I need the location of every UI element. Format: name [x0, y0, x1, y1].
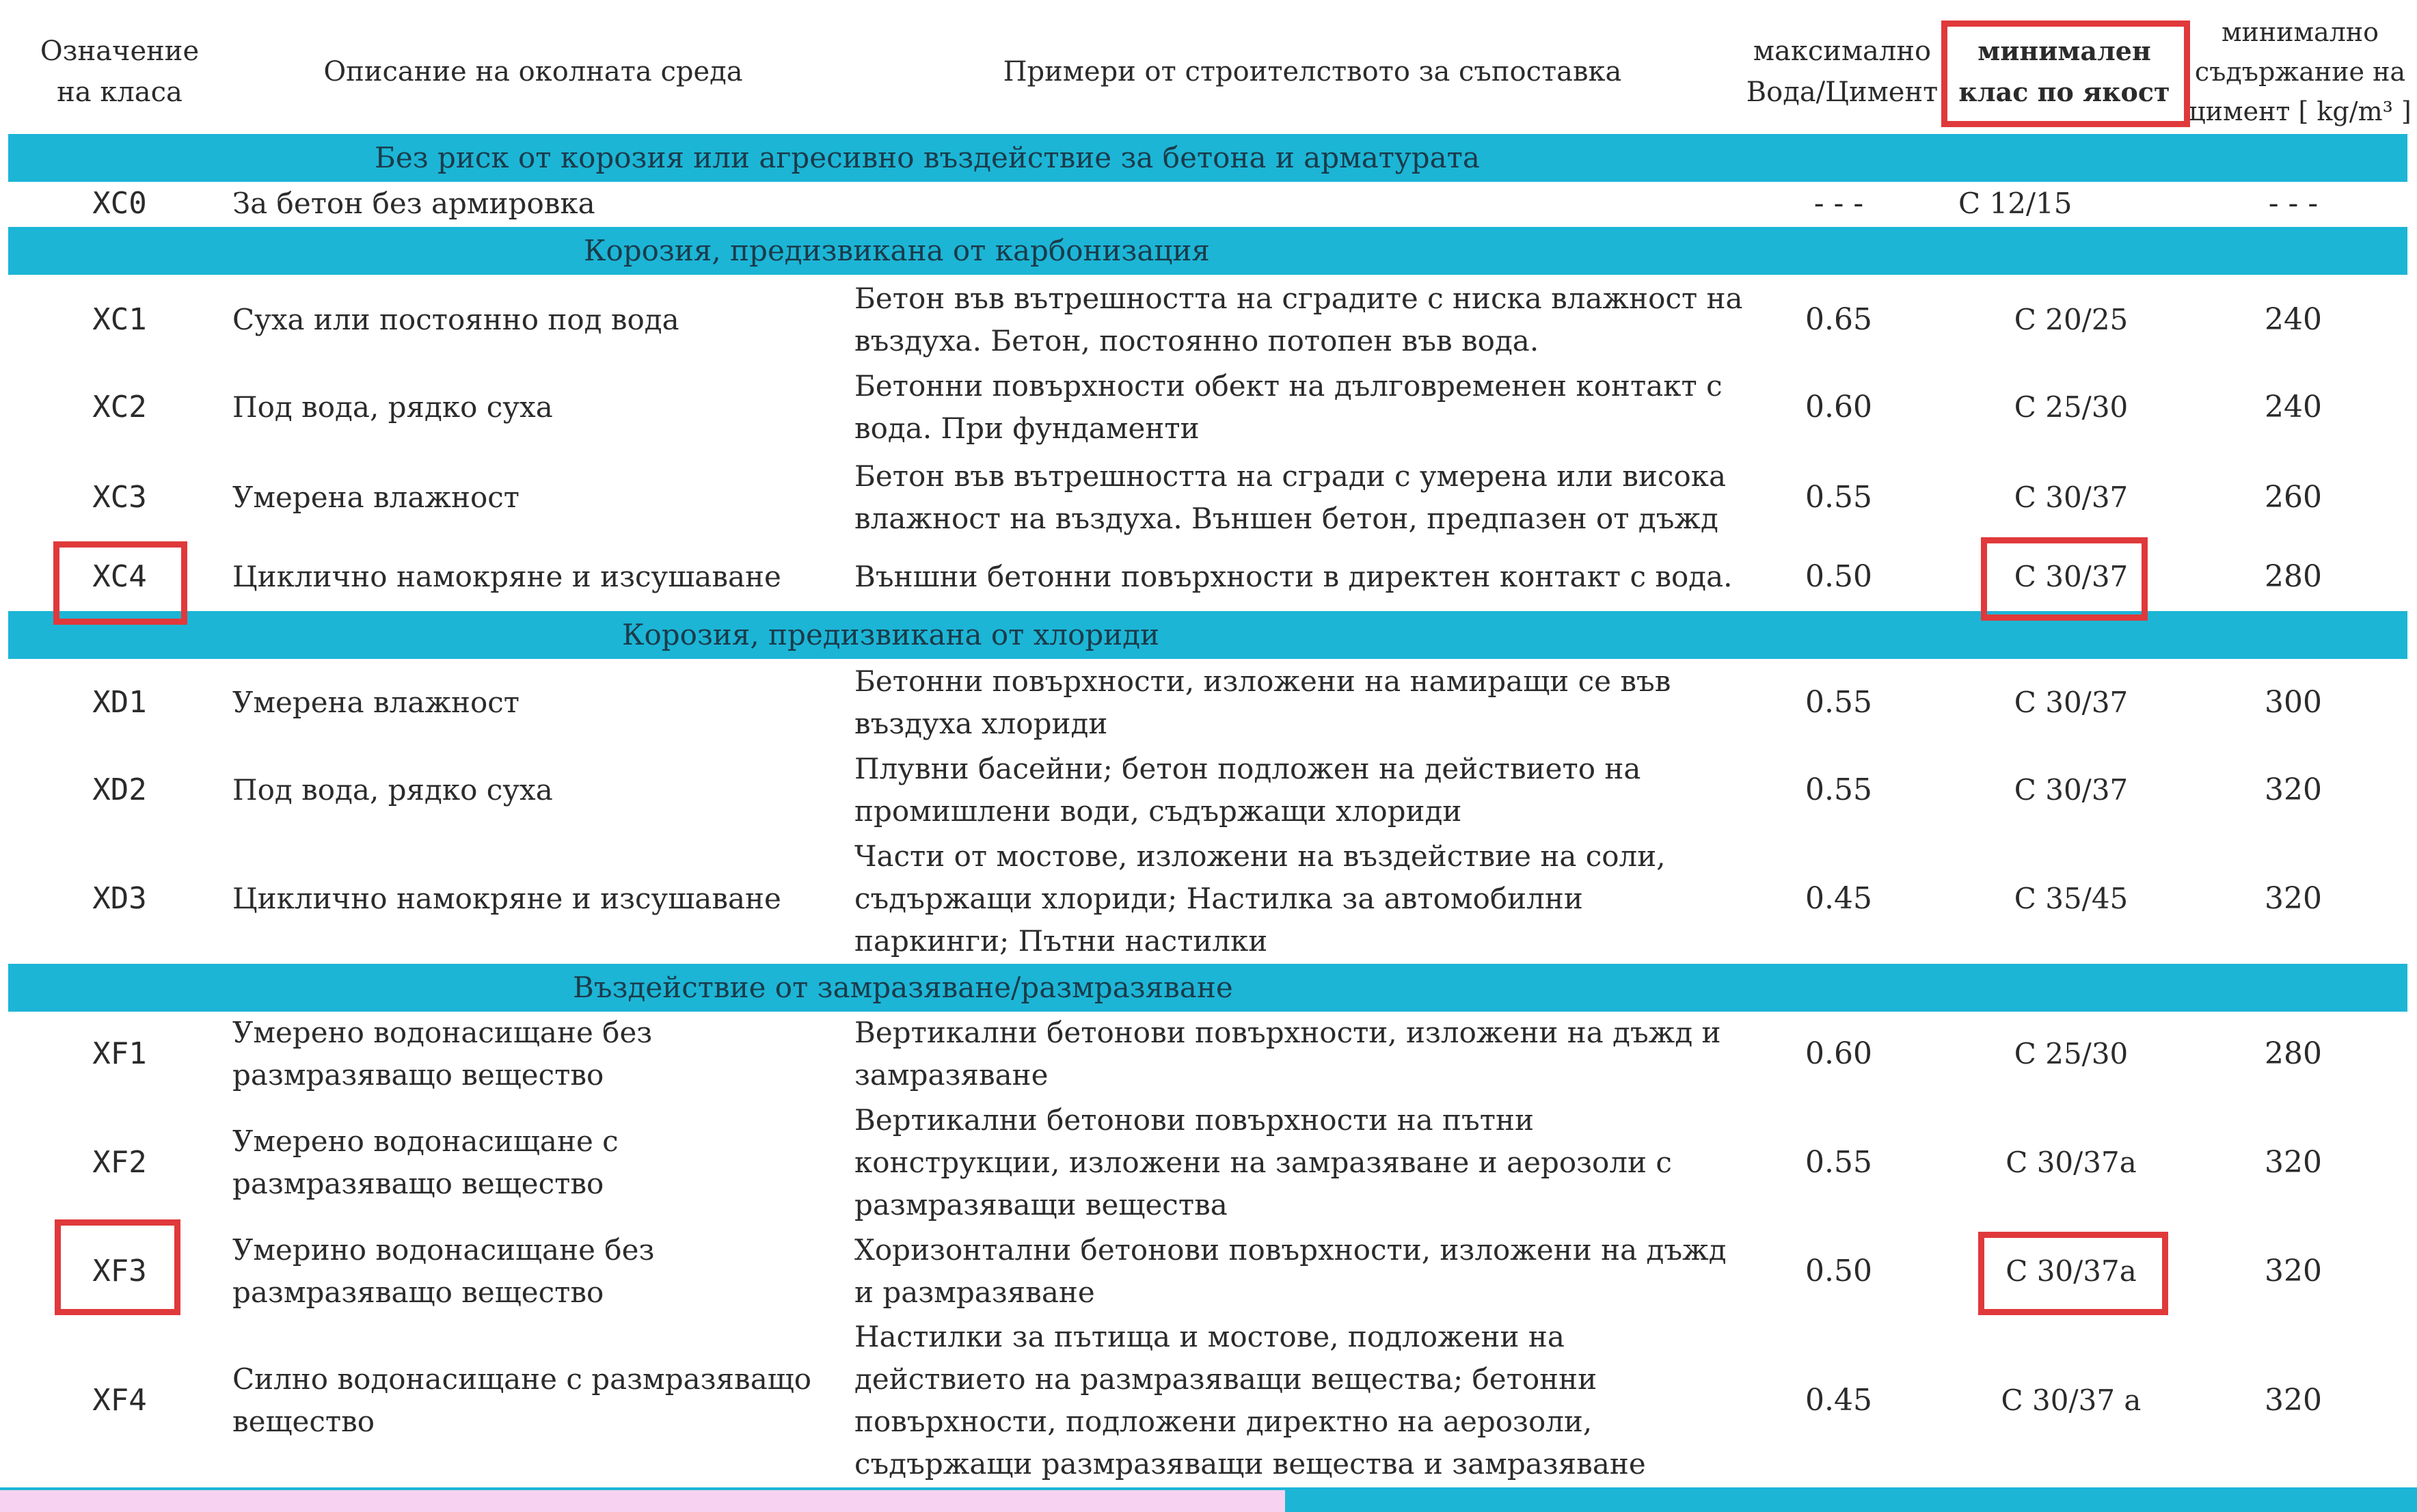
row-strength: C 30/37	[2014, 560, 2129, 593]
row-strength: C 25/30	[2014, 390, 2129, 424]
row-cement: 320	[2265, 1254, 2322, 1288]
row-strength: C 12/15	[1958, 187, 2072, 220]
row-class: XC4	[92, 559, 147, 594]
row-description: Циклично намокряне и изсушаване	[232, 560, 781, 593]
row-class: XC1	[92, 302, 147, 337]
row-class: XF1	[92, 1036, 147, 1071]
row-cement: 280	[2265, 1036, 2322, 1071]
section-title: Корозия, предизвикана от хлориди	[622, 618, 1160, 651]
row-cement: 320	[2265, 881, 2322, 916]
row-description: Умерино водонасищане без размразяващо вещество	[232, 1233, 655, 1309]
row-strength: C 30/37	[2014, 481, 2129, 514]
row-cement: 320	[2265, 1145, 2322, 1180]
row-example: Бетон във вътрешността на сградите с ниска влажност на въздуха. Бетон, постоянно потопен във вода.	[854, 282, 1743, 357]
row-wc: 0.50	[1805, 559, 1872, 594]
row-description: За бетон без армировка	[232, 187, 595, 220]
row-strength: C 30/37 a	[2001, 1383, 2142, 1417]
row-cement: 260	[2265, 480, 2322, 515]
table-row	[0, 1315, 2417, 1486]
row-description: Циклично намокряне и изсушаване	[232, 882, 781, 915]
row-strength: C 30/37	[2014, 686, 2129, 719]
table-row	[0, 182, 2417, 226]
row-wc: 0.45	[1805, 1383, 1872, 1418]
row-example: Настилки за пътища и мостове, подложени на действието на размразяващи вещества; бетонни повърхности, подложени директно на аерозоли, съдържащи размразяващи вещества и замразяване	[854, 1320, 1646, 1481]
row-description: Умерено водонасищане с размразяващо вещество	[232, 1124, 619, 1200]
row-wc: 0.50	[1805, 1254, 1872, 1288]
highlight-box-xf3-strength	[1978, 1232, 2168, 1315]
highlight-box-xf3	[55, 1219, 180, 1315]
row-strength: C 30/37a	[2006, 1146, 2137, 1179]
section-band	[8, 227, 2407, 275]
row-example: Плувни басейни; бетон подложен на действието на промишлени води, съдържащи хлориди	[854, 752, 1641, 828]
row-class: XD3	[92, 881, 147, 916]
row-example: Вертикални бетонови повърхности на пътни конструкции, изложени на замразяване и аерозоли с размразяващи вещества	[854, 1103, 1672, 1221]
row-wc: 0.55	[1805, 685, 1872, 720]
table-row	[0, 746, 2417, 834]
table-row	[0, 1098, 2417, 1228]
row-cement: 240	[2265, 302, 2322, 337]
section-band	[8, 134, 2407, 182]
highlight-box-xc4	[53, 541, 187, 625]
row-description: Умерена влажност	[232, 481, 520, 514]
row-wc: 0.45	[1805, 881, 1872, 916]
header-wc-ratio: максимално Вода/Цимент	[1746, 36, 1939, 108]
row-class: XD1	[92, 685, 147, 720]
row-strength: C 30/37	[2014, 773, 2129, 807]
section-title: Без риск от корозия или агресивно въздействие за бетона и арматурата	[375, 141, 1480, 174]
section-title: Въздействие от замразяване/размразяване	[573, 971, 1233, 1004]
row-cement: 240	[2265, 390, 2322, 424]
row-example: Бетонни повърхности, изложени на намиращи се във въздуха хлориди	[854, 664, 1671, 740]
row-cement: 320	[2265, 772, 2322, 807]
row-cement: - - -	[2268, 186, 2319, 221]
row-wc: 0.55	[1805, 772, 1872, 807]
row-description: Под вода, рядко суха	[232, 773, 553, 807]
table-row	[0, 364, 2417, 451]
row-class: XD2	[92, 772, 147, 807]
row-cement: 320	[2265, 1383, 2322, 1418]
row-description: Силно водонасищане с размразяващо вещество	[232, 1362, 812, 1438]
row-strength: C 30/37a	[2006, 1254, 2137, 1288]
header-examples: Примери от строителството за съпоставка	[1003, 56, 1622, 87]
row-class: XC0	[92, 186, 147, 221]
row-wc: 0.55	[1805, 480, 1872, 515]
section-title: Корозия, предизвикана от карбонизация	[584, 234, 1210, 267]
header-class: Означение на класа	[40, 36, 200, 108]
highlight-box-xc4-strength	[1981, 537, 2148, 621]
row-wc: 0.55	[1805, 1145, 1872, 1180]
table-row	[0, 454, 2417, 541]
header-min-strength: минимален клас по якост	[1958, 36, 2170, 107]
row-description: Умерено водонасищане без размразяващо вещество	[232, 1016, 653, 1092]
row-wc: - - -	[1813, 186, 1864, 221]
row-example: Външни бетонни повърхности в директен контакт с вода.	[854, 560, 1733, 593]
row-class: XC3	[92, 480, 147, 515]
highlight-box-header-strength	[1941, 21, 2190, 127]
row-example: Вертикални бетонови повърхности, изложени на дъжд и замразяване	[854, 1016, 1721, 1092]
row-description: Умерена влажност	[232, 686, 520, 719]
table-row	[0, 659, 2417, 746]
row-example: Бетонни повърхности обект на дълговременен контакт с вода. При фундаменти	[854, 369, 1723, 445]
row-cement: 280	[2265, 559, 2322, 594]
table-row	[0, 276, 2417, 364]
row-wc: 0.60	[1805, 1036, 1872, 1071]
row-example: Хоризонтални бетонови повърхности, изложени на дъжд и размразяване	[854, 1233, 1727, 1309]
row-class: XF2	[92, 1145, 147, 1180]
row-strength: C 20/25	[2014, 303, 2129, 336]
section-band	[8, 964, 2407, 1012]
footer-bar-pink	[0, 1490, 1285, 1512]
row-example: Бетон във вътрешността на сгради с умерена или висока влажност на въздуха. Външен бетон, предпазен от дъжд	[854, 459, 1727, 535]
row-description: Суха или постоянно под вода	[232, 303, 679, 336]
row-wc: 0.65	[1805, 302, 1872, 337]
footer-bar-blue	[1285, 1489, 2417, 1512]
row-example	[854, 182, 1743, 226]
header-description: Описание на околната среда	[323, 56, 743, 87]
row-class: XF3	[92, 1254, 147, 1288]
row-strength: C 25/30	[2014, 1037, 2129, 1070]
row-description: Под вода, рядко суха	[232, 390, 553, 424]
row-strength: C 35/45	[2014, 882, 2129, 915]
row-wc: 0.60	[1805, 390, 1872, 424]
row-example: Части от мостове, изложени на въздействие на соли, съдържащи хлориди; Настилка за автомобилни паркинги; Пътни настилки	[854, 839, 1666, 958]
row-class: XF4	[92, 1383, 147, 1418]
table-row	[0, 1010, 2417, 1098]
header-min-cement: минимално съдържание на цимент [ kg/m³ ]	[2189, 17, 2412, 126]
row-class: XC2	[92, 390, 147, 424]
row-cement: 300	[2265, 685, 2322, 720]
table-row	[0, 834, 2417, 964]
